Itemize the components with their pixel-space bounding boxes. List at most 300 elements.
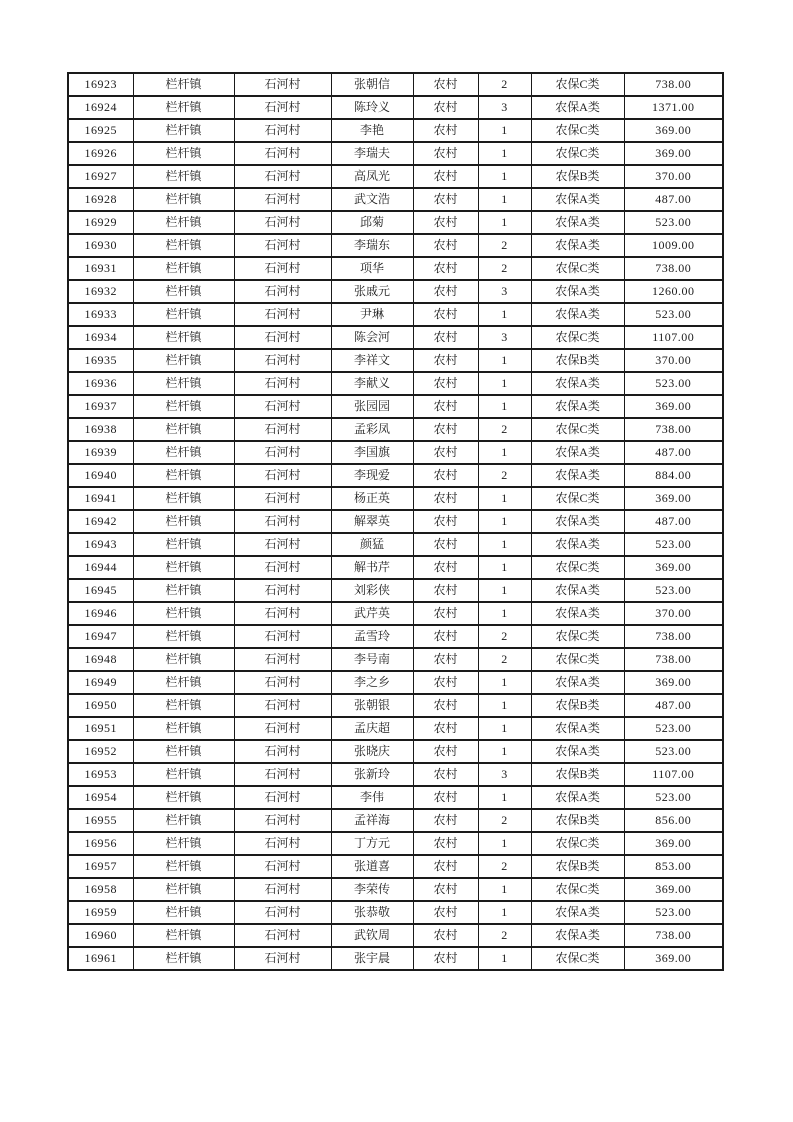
cell-town: 栏杆镇 (133, 165, 234, 188)
cell-category: 农村 (413, 418, 478, 441)
cell-insurance-type: 农保A类 (531, 441, 624, 464)
cell-person-name: 李之乡 (331, 671, 413, 694)
cell-person-count: 1 (478, 694, 531, 717)
cell-town: 栏杆镇 (133, 487, 234, 510)
table-row (68, 602, 723, 625)
cell-village: 石河村 (234, 234, 331, 257)
cell-record-id: 16925 (68, 119, 133, 142)
cell-village: 石河村 (234, 395, 331, 418)
cell-person-count: 1 (478, 188, 531, 211)
cell-person-count: 3 (478, 326, 531, 349)
cell-amount: 884.00 (624, 464, 723, 487)
cell-insurance-type: 农保A类 (531, 602, 624, 625)
cell-town: 栏杆镇 (133, 648, 234, 671)
table-row (68, 280, 723, 303)
cell-record-id: 16952 (68, 740, 133, 763)
cell-amount: 1371.00 (624, 96, 723, 119)
cell-record-id: 16930 (68, 234, 133, 257)
cell-insurance-type: 农保A类 (531, 533, 624, 556)
cell-amount: 738.00 (624, 648, 723, 671)
cell-person-name: 李艳 (331, 119, 413, 142)
cell-person-name: 邱菊 (331, 211, 413, 234)
cell-amount: 523.00 (624, 372, 723, 395)
cell-town: 栏杆镇 (133, 372, 234, 395)
cell-person-count: 2 (478, 625, 531, 648)
cell-amount: 370.00 (624, 349, 723, 372)
table-row (68, 832, 723, 855)
cell-person-count: 1 (478, 901, 531, 924)
cell-category: 农村 (413, 165, 478, 188)
cell-person-count: 1 (478, 119, 531, 142)
cell-record-id: 16961 (68, 947, 133, 970)
cell-town: 栏杆镇 (133, 142, 234, 165)
cell-person-name: 武文浩 (331, 188, 413, 211)
cell-category: 农村 (413, 487, 478, 510)
cell-amount: 738.00 (624, 418, 723, 441)
cell-category: 农村 (413, 464, 478, 487)
cell-category: 农村 (413, 188, 478, 211)
cell-person-name: 张宇晨 (331, 947, 413, 970)
cell-village: 石河村 (234, 349, 331, 372)
cell-person-name: 李号南 (331, 648, 413, 671)
cell-village: 石河村 (234, 188, 331, 211)
cell-village: 石河村 (234, 671, 331, 694)
cell-insurance-type: 农保A类 (531, 372, 624, 395)
cell-person-count: 1 (478, 349, 531, 372)
cell-town: 栏杆镇 (133, 832, 234, 855)
cell-insurance-type: 农保A类 (531, 740, 624, 763)
table-row (68, 648, 723, 671)
cell-person-count: 1 (478, 717, 531, 740)
cell-town: 栏杆镇 (133, 441, 234, 464)
cell-category: 农村 (413, 602, 478, 625)
table-row (68, 188, 723, 211)
cell-insurance-type: 农保B类 (531, 809, 624, 832)
cell-insurance-type: 农保B类 (531, 349, 624, 372)
cell-insurance-type: 农保C类 (531, 119, 624, 142)
cell-record-id: 16937 (68, 395, 133, 418)
cell-amount: 1107.00 (624, 763, 723, 786)
table-row (68, 165, 723, 188)
cell-record-id: 16931 (68, 257, 133, 280)
cell-record-id: 16951 (68, 717, 133, 740)
table-row (68, 901, 723, 924)
cell-village: 石河村 (234, 418, 331, 441)
cell-village: 石河村 (234, 625, 331, 648)
cell-person-name: 高凤光 (331, 165, 413, 188)
cell-person-name: 李瑞东 (331, 234, 413, 257)
cell-person-count: 1 (478, 832, 531, 855)
cell-person-name: 李瑞夫 (331, 142, 413, 165)
cell-town: 栏杆镇 (133, 717, 234, 740)
cell-record-id: 16927 (68, 165, 133, 188)
cell-town: 栏杆镇 (133, 878, 234, 901)
cell-village: 石河村 (234, 602, 331, 625)
cell-town: 栏杆镇 (133, 809, 234, 832)
cell-record-id: 16958 (68, 878, 133, 901)
cell-person-name: 孟祥海 (331, 809, 413, 832)
cell-amount: 1107.00 (624, 326, 723, 349)
cell-village: 石河村 (234, 487, 331, 510)
cell-village: 石河村 (234, 924, 331, 947)
table-row (68, 625, 723, 648)
cell-category: 农村 (413, 257, 478, 280)
cell-village: 石河村 (234, 947, 331, 970)
cell-amount: 856.00 (624, 809, 723, 832)
cell-category: 农村 (413, 648, 478, 671)
cell-amount: 853.00 (624, 855, 723, 878)
cell-person-count: 2 (478, 924, 531, 947)
cell-town: 栏杆镇 (133, 257, 234, 280)
cell-category: 农村 (413, 809, 478, 832)
cell-village: 石河村 (234, 694, 331, 717)
cell-record-id: 16932 (68, 280, 133, 303)
table-row (68, 671, 723, 694)
cell-record-id: 16924 (68, 96, 133, 119)
cell-insurance-type: 农保A类 (531, 188, 624, 211)
cell-record-id: 16929 (68, 211, 133, 234)
cell-village: 石河村 (234, 740, 331, 763)
cell-town: 栏杆镇 (133, 855, 234, 878)
cell-insurance-type: 农保B类 (531, 165, 624, 188)
cell-record-id: 16939 (68, 441, 133, 464)
cell-town: 栏杆镇 (133, 464, 234, 487)
cell-person-name: 张新玲 (331, 763, 413, 786)
cell-person-name: 张晓庆 (331, 740, 413, 763)
cell-insurance-type: 农保C类 (531, 556, 624, 579)
table-row (68, 142, 723, 165)
table-row (68, 234, 723, 257)
records-table-body (68, 73, 723, 970)
cell-amount: 369.00 (624, 878, 723, 901)
cell-person-name: 李献义 (331, 372, 413, 395)
cell-category: 农村 (413, 372, 478, 395)
cell-insurance-type: 农保A类 (531, 671, 624, 694)
cell-category: 农村 (413, 533, 478, 556)
cell-amount: 523.00 (624, 211, 723, 234)
cell-category: 农村 (413, 924, 478, 947)
cell-amount: 523.00 (624, 303, 723, 326)
cell-record-id: 16936 (68, 372, 133, 395)
cell-village: 石河村 (234, 280, 331, 303)
cell-person-name: 李国旗 (331, 441, 413, 464)
cell-category: 农村 (413, 671, 478, 694)
cell-insurance-type: 农保C类 (531, 878, 624, 901)
cell-person-count: 1 (478, 671, 531, 694)
cell-amount: 1260.00 (624, 280, 723, 303)
cell-town: 栏杆镇 (133, 786, 234, 809)
cell-amount: 369.00 (624, 487, 723, 510)
table-row (68, 694, 723, 717)
cell-village: 石河村 (234, 556, 331, 579)
cell-person-count: 3 (478, 280, 531, 303)
cell-category: 农村 (413, 855, 478, 878)
cell-record-id: 16948 (68, 648, 133, 671)
cell-town: 栏杆镇 (133, 763, 234, 786)
table-row (68, 786, 723, 809)
cell-town: 栏杆镇 (133, 671, 234, 694)
cell-record-id: 16942 (68, 510, 133, 533)
cell-person-name: 颜猛 (331, 533, 413, 556)
cell-person-count: 1 (478, 487, 531, 510)
cell-category: 农村 (413, 510, 478, 533)
table-row (68, 809, 723, 832)
cell-person-name: 李伟 (331, 786, 413, 809)
cell-amount: 370.00 (624, 602, 723, 625)
cell-village: 石河村 (234, 878, 331, 901)
cell-amount: 738.00 (624, 625, 723, 648)
cell-record-id: 16940 (68, 464, 133, 487)
cell-person-count: 3 (478, 763, 531, 786)
table-row (68, 717, 723, 740)
table-row (68, 257, 723, 280)
table-row (68, 441, 723, 464)
cell-person-count: 2 (478, 809, 531, 832)
cell-person-name: 陈玲义 (331, 96, 413, 119)
cell-category: 农村 (413, 142, 478, 165)
table-row (68, 556, 723, 579)
cell-category: 农村 (413, 947, 478, 970)
table-row (68, 119, 723, 142)
cell-insurance-type: 农保A类 (531, 211, 624, 234)
cell-record-id: 16941 (68, 487, 133, 510)
cell-insurance-type: 农保C类 (531, 487, 624, 510)
cell-record-id: 16949 (68, 671, 133, 694)
cell-person-count: 1 (478, 395, 531, 418)
cell-village: 石河村 (234, 96, 331, 119)
cell-person-name: 李荣传 (331, 878, 413, 901)
cell-record-id: 16954 (68, 786, 133, 809)
cell-village: 石河村 (234, 303, 331, 326)
cell-insurance-type: 农保A类 (531, 717, 624, 740)
cell-person-name: 张朝银 (331, 694, 413, 717)
cell-record-id: 16960 (68, 924, 133, 947)
cell-record-id: 16956 (68, 832, 133, 855)
cell-town: 栏杆镇 (133, 510, 234, 533)
cell-village: 石河村 (234, 717, 331, 740)
cell-person-count: 2 (478, 257, 531, 280)
cell-amount: 369.00 (624, 119, 723, 142)
cell-village: 石河村 (234, 648, 331, 671)
cell-amount: 738.00 (624, 924, 723, 947)
cell-town: 栏杆镇 (133, 119, 234, 142)
cell-category: 农村 (413, 349, 478, 372)
table-row (68, 96, 723, 119)
cell-insurance-type: 农保C类 (531, 326, 624, 349)
table-row (68, 303, 723, 326)
cell-person-count: 2 (478, 234, 531, 257)
cell-insurance-type: 农保C类 (531, 142, 624, 165)
cell-insurance-type: 农保A类 (531, 303, 624, 326)
cell-record-id: 16946 (68, 602, 133, 625)
table-row (68, 464, 723, 487)
cell-record-id: 16953 (68, 763, 133, 786)
cell-person-count: 1 (478, 441, 531, 464)
cell-person-count: 1 (478, 878, 531, 901)
cell-person-count: 2 (478, 648, 531, 671)
cell-category: 农村 (413, 395, 478, 418)
cell-record-id: 16943 (68, 533, 133, 556)
cell-category: 农村 (413, 786, 478, 809)
cell-amount: 738.00 (624, 73, 723, 96)
table-row (68, 487, 723, 510)
cell-person-count: 1 (478, 372, 531, 395)
cell-category: 农村 (413, 280, 478, 303)
table-row (68, 349, 723, 372)
cell-insurance-type: 农保B类 (531, 855, 624, 878)
cell-amount: 487.00 (624, 441, 723, 464)
table-row (68, 533, 723, 556)
cell-person-name: 张恭敬 (331, 901, 413, 924)
cell-insurance-type: 农保A类 (531, 579, 624, 602)
cell-person-count: 1 (478, 579, 531, 602)
cell-amount: 369.00 (624, 556, 723, 579)
cell-category: 农村 (413, 441, 478, 464)
cell-insurance-type: 农保A类 (531, 924, 624, 947)
cell-village: 石河村 (234, 211, 331, 234)
cell-category: 农村 (413, 579, 478, 602)
cell-amount: 738.00 (624, 257, 723, 280)
cell-person-name: 解书芹 (331, 556, 413, 579)
cell-amount: 523.00 (624, 533, 723, 556)
cell-person-count: 3 (478, 96, 531, 119)
cell-village: 石河村 (234, 510, 331, 533)
cell-category: 农村 (413, 625, 478, 648)
cell-person-name: 张朝信 (331, 73, 413, 96)
cell-person-count: 2 (478, 73, 531, 96)
cell-insurance-type: 农保C类 (531, 625, 624, 648)
cell-person-count: 1 (478, 533, 531, 556)
cell-insurance-type: 农保A类 (531, 464, 624, 487)
table-row (68, 395, 723, 418)
cell-amount: 523.00 (624, 786, 723, 809)
cell-person-count: 1 (478, 510, 531, 533)
cell-amount: 369.00 (624, 671, 723, 694)
cell-category: 农村 (413, 878, 478, 901)
cell-person-count: 1 (478, 142, 531, 165)
cell-village: 石河村 (234, 73, 331, 96)
table-row (68, 740, 723, 763)
cell-town: 栏杆镇 (133, 211, 234, 234)
table-row (68, 73, 723, 96)
cell-category: 农村 (413, 694, 478, 717)
cell-person-name: 孟庆超 (331, 717, 413, 740)
cell-amount: 369.00 (624, 947, 723, 970)
cell-town: 栏杆镇 (133, 303, 234, 326)
cell-village: 石河村 (234, 855, 331, 878)
cell-record-id: 16923 (68, 73, 133, 96)
cell-insurance-type: 农保B类 (531, 694, 624, 717)
cell-amount: 523.00 (624, 901, 723, 924)
cell-insurance-type: 农保A类 (531, 96, 624, 119)
cell-amount: 523.00 (624, 717, 723, 740)
cell-record-id: 16950 (68, 694, 133, 717)
cell-amount: 487.00 (624, 510, 723, 533)
cell-person-count: 2 (478, 855, 531, 878)
cell-amount: 369.00 (624, 832, 723, 855)
cell-insurance-type: 农保C类 (531, 73, 624, 96)
cell-category: 农村 (413, 556, 478, 579)
cell-person-name: 孟彩凤 (331, 418, 413, 441)
cell-town: 栏杆镇 (133, 556, 234, 579)
cell-person-name: 杨正英 (331, 487, 413, 510)
cell-amount: 487.00 (624, 188, 723, 211)
cell-person-name: 张道喜 (331, 855, 413, 878)
cell-village: 石河村 (234, 165, 331, 188)
cell-amount: 487.00 (624, 694, 723, 717)
cell-town: 栏杆镇 (133, 947, 234, 970)
cell-town: 栏杆镇 (133, 73, 234, 96)
cell-person-name: 张园园 (331, 395, 413, 418)
table-row (68, 878, 723, 901)
table-row (68, 372, 723, 395)
cell-category: 农村 (413, 211, 478, 234)
cell-person-name: 孟雪玲 (331, 625, 413, 648)
table-row (68, 326, 723, 349)
cell-town: 栏杆镇 (133, 533, 234, 556)
cell-town: 栏杆镇 (133, 602, 234, 625)
cell-person-name: 尹琳 (331, 303, 413, 326)
cell-category: 农村 (413, 901, 478, 924)
cell-village: 石河村 (234, 464, 331, 487)
cell-category: 农村 (413, 73, 478, 96)
cell-town: 栏杆镇 (133, 96, 234, 119)
table-row (68, 579, 723, 602)
cell-village: 石河村 (234, 579, 331, 602)
cell-village: 石河村 (234, 763, 331, 786)
cell-town: 栏杆镇 (133, 234, 234, 257)
cell-person-name: 李祥文 (331, 349, 413, 372)
cell-record-id: 16938 (68, 418, 133, 441)
cell-insurance-type: 农保C类 (531, 648, 624, 671)
table-row (68, 418, 723, 441)
cell-category: 农村 (413, 96, 478, 119)
cell-record-id: 16928 (68, 188, 133, 211)
cell-town: 栏杆镇 (133, 349, 234, 372)
cell-amount: 523.00 (624, 579, 723, 602)
cell-amount: 369.00 (624, 142, 723, 165)
cell-town: 栏杆镇 (133, 625, 234, 648)
cell-town: 栏杆镇 (133, 326, 234, 349)
cell-person-name: 张戚元 (331, 280, 413, 303)
cell-person-count: 1 (478, 740, 531, 763)
cell-insurance-type: 农保A类 (531, 510, 624, 533)
cell-town: 栏杆镇 (133, 694, 234, 717)
cell-person-count: 1 (478, 303, 531, 326)
cell-insurance-type: 农保C类 (531, 947, 624, 970)
cell-insurance-type: 农保A类 (531, 234, 624, 257)
cell-category: 农村 (413, 740, 478, 763)
cell-insurance-type: 农保A类 (531, 280, 624, 303)
cell-category: 农村 (413, 717, 478, 740)
cell-category: 农村 (413, 119, 478, 142)
cell-insurance-type: 农保C类 (531, 832, 624, 855)
cell-record-id: 16957 (68, 855, 133, 878)
cell-insurance-type: 农保B类 (531, 763, 624, 786)
cell-person-name: 解翠英 (331, 510, 413, 533)
cell-record-id: 16947 (68, 625, 133, 648)
cell-record-id: 16933 (68, 303, 133, 326)
cell-person-name: 武芹英 (331, 602, 413, 625)
cell-record-id: 16944 (68, 556, 133, 579)
cell-record-id: 16945 (68, 579, 133, 602)
cell-town: 栏杆镇 (133, 740, 234, 763)
cell-town: 栏杆镇 (133, 924, 234, 947)
cell-amount: 370.00 (624, 165, 723, 188)
cell-insurance-type: 农保A类 (531, 395, 624, 418)
cell-person-name: 武钦周 (331, 924, 413, 947)
table-row (68, 855, 723, 878)
